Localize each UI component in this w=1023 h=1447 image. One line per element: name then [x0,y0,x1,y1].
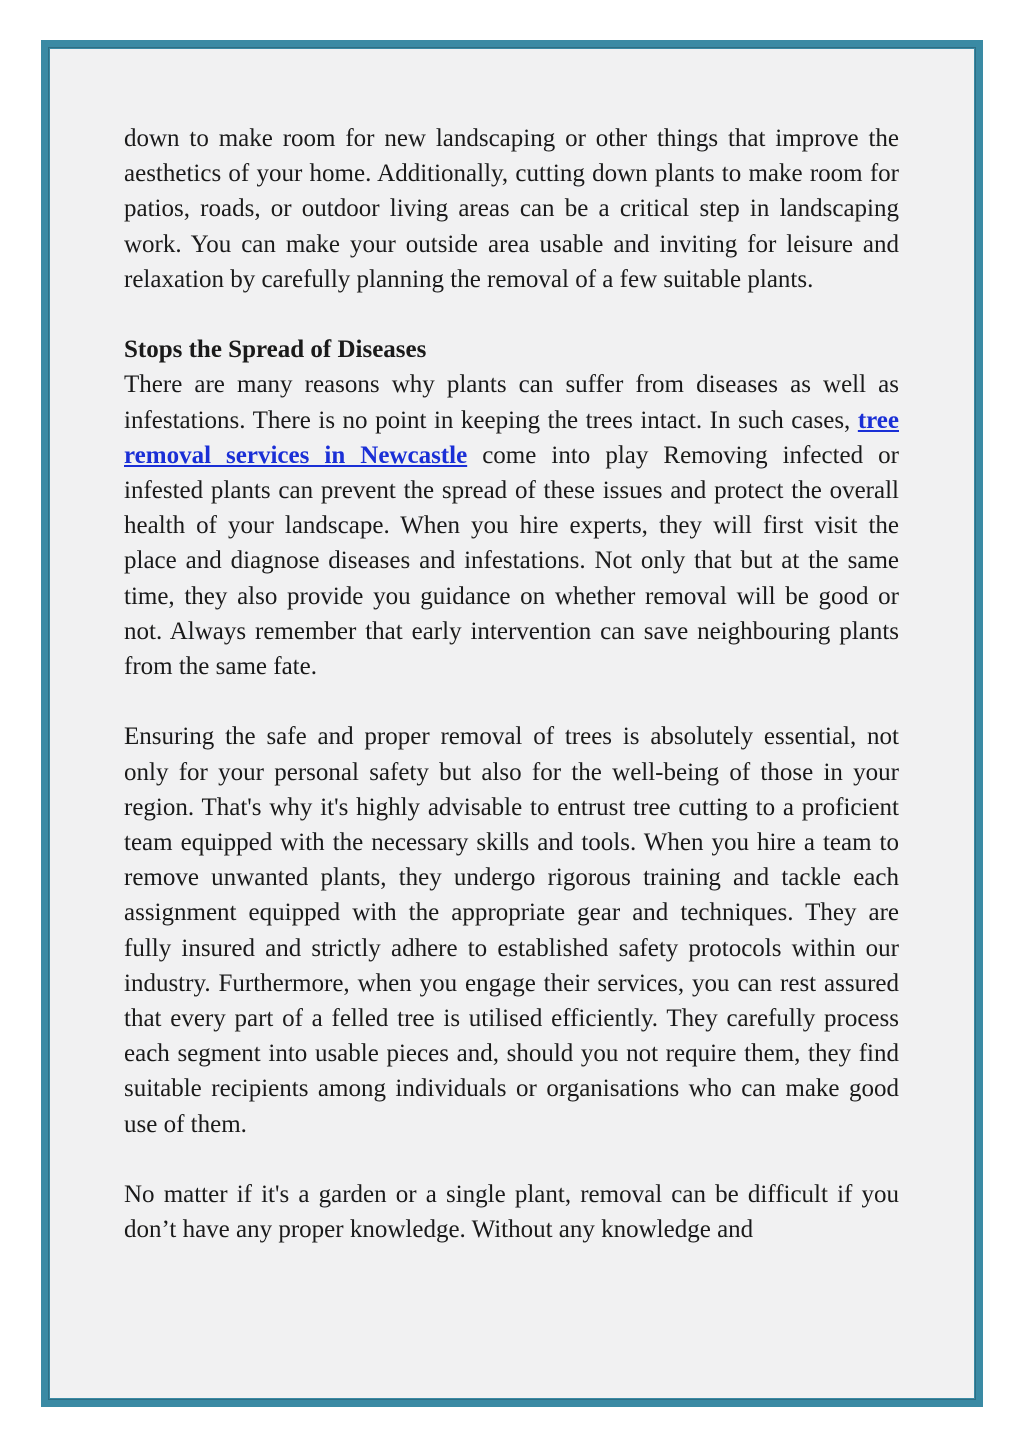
paragraph-diseases-text-end: come into play Removing infected or infested plants can prevent the spread of these issues and protect the overall health of your landscape. When you hire experts, they will first visit the place and diagnose diseases and infestations. Not only that but at the same time, they also provide you guidance on whether removal will be good or not. Always remember that early intervention can save neighbouring plants from the same fate. [124,441,899,681]
paragraph-safe-removal: Ensuring the safe and proper removal of trees is absolutely essential, not only for your personal safety but also for the well-being of those in your region. That's why it's highly advisable to entrust tree cutting to a proficient team equipped with the necessary skills and tools. When you hire a team to remove unwanted plants, they undergo rigorous training and tackle each assignment equipped with the appropriate gear and techniques. They are fully insured and strictly adhere to established safety protocols within our industry. Furthermore, when you engage their services, you can rest assured that every part of a felled tree is utilised efficiently. They carefully process each segment into usable pieces and, should you not require them, they find suitable recipients among individuals or organisations who can make good use of them. [124,723,899,1138]
tree-removal-link[interactable]: tree removal services in Newcastle [124,406,899,469]
paragraph-spacer [124,297,899,332]
section-heading: Stops the Spread of Diseases [124,336,427,364]
paragraph-spacer [124,684,899,719]
paragraph-landscaping: down to make room for new landscaping or other things that improve the aesthetics of your home. Additionally, cutting down plants to make room for patios, roads, or outdoor living areas can be a critical step in landscaping work. You can make your outside area usable and inviting for leisure and relaxation by carefully planning the removal of a few suitable plants. [124,125,899,293]
paragraph-diseases-text-start: There are many reasons why plants can suffer from diseases as well as infestations. There is no point in keeping the trees intact. In such cases, [124,371,899,434]
paragraph-diseases [124,367,899,684]
paragraph-garden: No matter if it's a garden or a single plant, removal can be difficult if you don’t have any proper knowledge. Without any knowledge and [124,1181,899,1244]
paragraph-spacer [124,1142,899,1177]
document-body [124,121,899,1247]
